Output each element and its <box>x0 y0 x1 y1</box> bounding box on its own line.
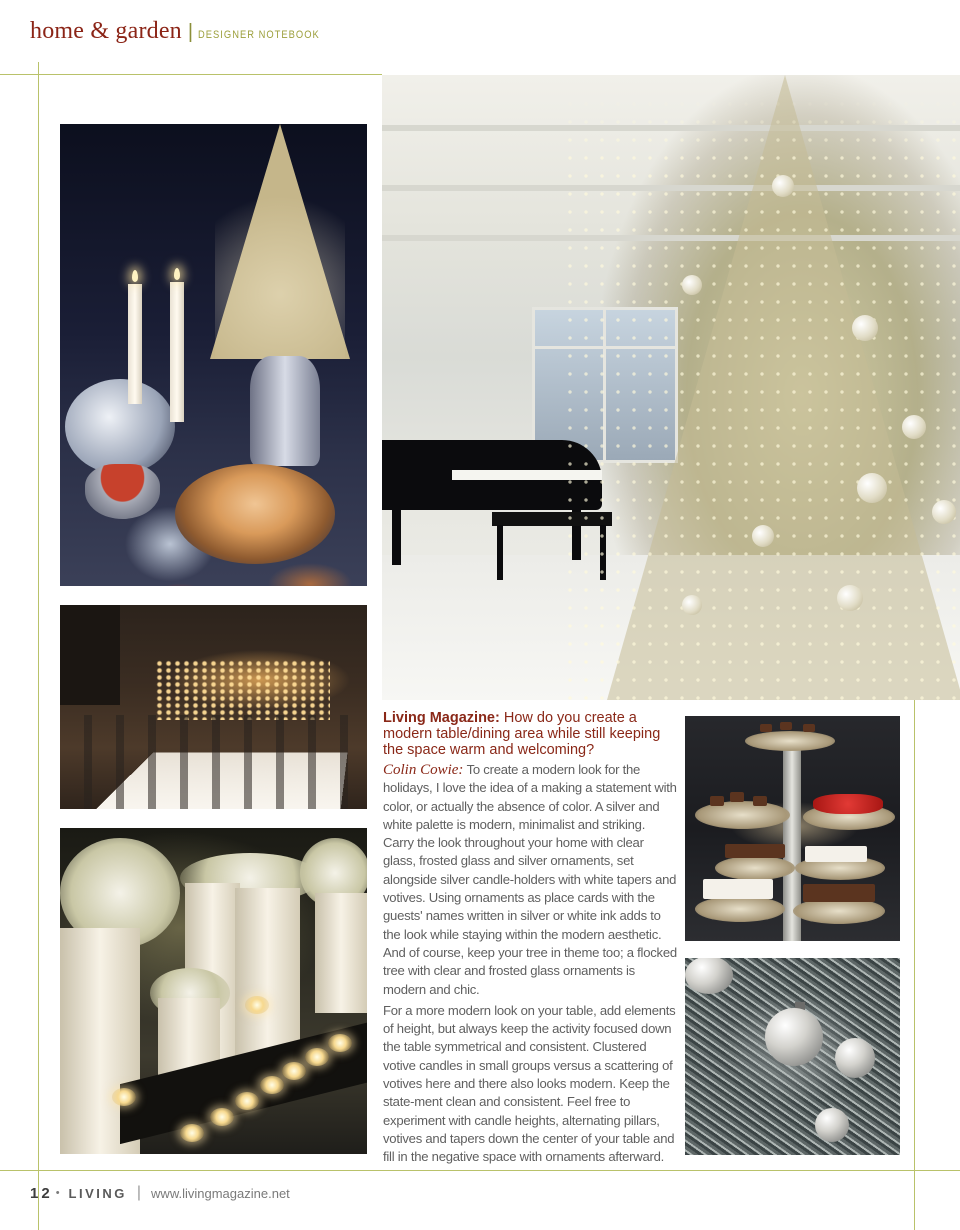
page-footer <box>30 1184 290 1202</box>
taper-candle <box>170 282 184 422</box>
ornament <box>902 415 926 439</box>
footer-separator: | <box>136 1184 142 1201</box>
chocolate <box>780 722 792 730</box>
silver-ornaments-on-flocked-branches-photo <box>685 958 900 1155</box>
question-lead: Living Magazine: <box>383 710 500 726</box>
votive-candle <box>210 1108 234 1126</box>
silver-ornament-tree-centerpiece-photo <box>60 124 367 586</box>
magazine-name: LIVING <box>68 1185 127 1201</box>
white-confections <box>703 879 773 899</box>
chocolate <box>803 724 815 732</box>
page-number: 12 <box>30 1184 53 1202</box>
dining-chairs <box>60 715 367 809</box>
top-rule <box>0 74 382 75</box>
votive-candle <box>328 1034 352 1052</box>
stand-tier <box>695 896 785 922</box>
ornament <box>932 500 956 524</box>
taper-candle <box>128 284 142 404</box>
section-header <box>30 18 341 50</box>
stand-tier <box>715 856 795 880</box>
answer-text-1: To create a modern look for the holidays, I love the idea of a making a statement with color, or actually the absence of color. A silver and white palette is modern, minimalist and striking. Carry the look throughout your home with clear glass, frosted glass and silver ornaments, set alongside silver candle-holders with white tapers and votives. Using ornaments as place cards with the guests' names written in silver or white ink adds to the look while staying within the modern aesthetic. And of course, keep your tree in theme too; a flocked tree with clear and frosted glass ornaments is modern and chic. <box>383 762 677 997</box>
chocolate <box>725 844 785 858</box>
ornament <box>837 585 863 611</box>
votive-candle <box>112 1088 136 1106</box>
left-rule <box>38 62 39 1230</box>
chocolate <box>753 796 767 806</box>
header-separator: | <box>187 21 194 43</box>
bottom-rule <box>0 1170 960 1171</box>
candlelit-long-dining-table-photo <box>60 605 367 809</box>
votive-candle <box>260 1076 284 1094</box>
stand-tier <box>695 801 790 829</box>
candle-flame <box>132 270 138 282</box>
silver-bauble <box>815 1108 849 1142</box>
ornament-shine <box>215 144 345 359</box>
votive-candle <box>245 996 269 1014</box>
ornament <box>682 275 702 295</box>
candle-flame <box>174 268 180 280</box>
tree-lights <box>562 95 960 700</box>
answer-name: Colin Cowie: <box>383 762 464 778</box>
footer-bullet: • <box>55 1187 60 1199</box>
magazine-url[interactable]: www.livingmagazine.net <box>151 1185 290 1201</box>
tiered-chocolate-dessert-stand-photo <box>685 716 900 941</box>
ornament <box>752 525 774 547</box>
chocolate <box>730 792 744 802</box>
piano-leg <box>392 505 401 565</box>
silver-pedestal <box>250 356 320 466</box>
crystal-ball-bowl <box>65 379 175 474</box>
section-subtitle: DESIGNER NOTEBOOK <box>198 29 320 41</box>
votive-candle <box>305 1048 329 1066</box>
votive-candle <box>235 1092 259 1110</box>
ornament <box>852 315 878 341</box>
red-candies <box>813 794 883 814</box>
votive-candle <box>180 1124 204 1142</box>
shrimp-platter <box>175 464 335 564</box>
answer-paragraph-2: For a more modern look on your table, add elements of height, but always keep the activity focused down the table symmetrical and consistent. Clustered votive candles in small groups versus a scattering of votives here and there also looks modern. Keep the state-ment clean and consistent. Feel free to experiment with candle heights, alternating pillars, votives and tapers down the center of your table and fill in the negative space with ornaments afterward. <box>383 1002 676 1165</box>
interview-question <box>383 710 678 758</box>
section-title: home & garden <box>30 18 182 44</box>
ornament <box>857 473 887 503</box>
white-vases-votive-candles-photo <box>60 828 367 1154</box>
stand-tier <box>745 731 835 751</box>
dark-wall-panel <box>60 605 120 705</box>
ornament <box>772 175 794 197</box>
votive-candle <box>282 1062 306 1080</box>
bench-leg <box>497 525 503 580</box>
chocolate <box>803 884 875 902</box>
question-text: How do you create a modern table/dining area while still keeping the space warm and welcoming? <box>383 710 661 758</box>
white-confections <box>805 846 867 862</box>
silver-bauble <box>685 958 733 994</box>
answer-paragraph-1 <box>383 761 678 999</box>
right-rule <box>914 700 915 1230</box>
sauce-bowl <box>85 464 160 519</box>
chocolate <box>710 796 724 806</box>
chocolate <box>760 724 772 732</box>
table-candles <box>155 660 330 720</box>
white-vase <box>315 893 367 1013</box>
ornament <box>682 595 702 615</box>
silver-bauble <box>765 1008 823 1066</box>
silver-bauble <box>835 1038 875 1078</box>
white-living-room-piano-flocked-tree-photo <box>382 75 960 700</box>
article-body <box>383 710 678 1170</box>
